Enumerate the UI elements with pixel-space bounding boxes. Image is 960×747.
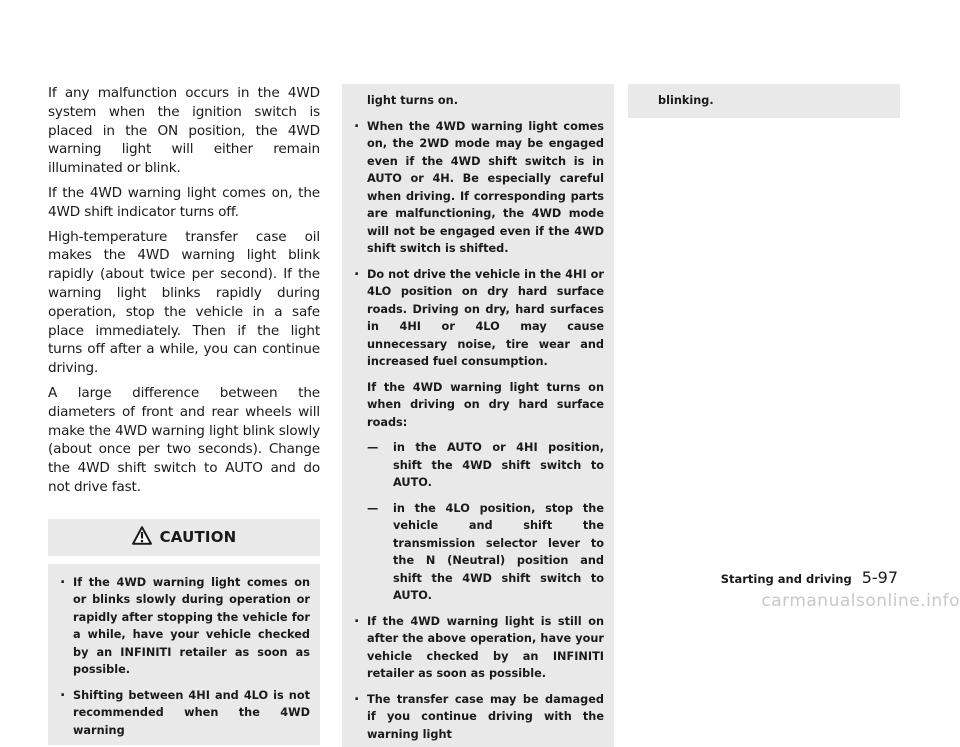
caution-bullet	[352, 266, 604, 605]
caution-box	[48, 564, 320, 746]
warning-triangle-icon	[132, 526, 152, 549]
dash-symbol: —	[367, 441, 379, 454]
caution-bullet: . If the 4WD warning light is still on after the above operation, have your vehicle checked by an INFINITI retailer as soon as possible.	[352, 613, 604, 683]
bullet-text: . Do not drive the vehicle in the 4HI or 4LO position on dry hard surface roads. Driving on dry, hard surfaces in 4HI or 4LO may cause unnecessary noise, tire wear and increased fuel consumption.	[367, 267, 604, 368]
bullet-subtext: If the 4WD warning light turns on when driving on dry hard surface roads:	[367, 380, 604, 429]
caution-bullet: . The transfer case may be damaged if you continue driving with the warning light	[352, 691, 604, 744]
paragraph-high-temperature: High-temperature transfer case oil makes the 4WD warning light blink rapidly (about twice per second). If the warning light blinks rapidly during operation, stop the vehicle in a safe place immediately. Then if the light turns off after a while, you can continue driving.	[48, 228, 320, 377]
dash-item	[367, 500, 604, 605]
paragraph-wheel-diameter: A large difference between the diameters of front and rear wheels will make the 4WD warning light blink slowly (about once per two seconds). Change the 4WD shift switch to AUTO and do not drive fast.	[48, 384, 320, 495]
column-1	[48, 84, 320, 745]
dash-text: in the AUTO or 4HI position, shift the 4WD shift switch to AUTO.	[393, 441, 604, 489]
caution-bullet: . If the 4WD warning light comes on or blinks slowly during operation or rapidly after stopping the vehicle for a while, have your vehicle checked by an INFINITI retailer as soon as possible.	[58, 574, 310, 679]
caution-box-continued	[342, 84, 614, 747]
dash-text: in the 4LO position, stop the vehicle and shift the transmission selector lever to the N (Neutral) position and shift the 4WD shift switch to AUTO.	[393, 501, 604, 602]
caution-box-end	[628, 84, 900, 118]
dash-symbol: —	[367, 501, 379, 515]
paragraph-indicator: If the 4WD warning light comes on, the 4WD shift indicator turns off.	[48, 184, 320, 220]
caution-header	[48, 519, 320, 556]
watermark: carmanualsonline.info	[761, 591, 960, 611]
continuation-text: light turns on.	[367, 94, 459, 107]
page-footer	[721, 568, 898, 587]
column-2	[342, 84, 614, 747]
caution-title: CAUTION	[159, 528, 237, 547]
column-3	[628, 84, 900, 118]
paragraph-malfunction: If any malfunction occurs in the 4WD system when the ignition switch is placed in the ON position, the 4WD warning light will either remain illuminated or blink.	[48, 85, 320, 177]
dash-item	[367, 439, 604, 492]
caution-bullet: . When the 4WD warning light comes on, the 2WD mode may be engaged even if the 4WD shift switch is in AUTO or 4H. Be especially careful when driving. If corresponding parts are malfunctioning, the 4WD mode will not be engaged even if the 4WD shift switch is shifted.	[352, 118, 604, 258]
caution-bullet: . Shifting between 4HI and 4LO is not recommended when the 4WD warning	[58, 687, 310, 740]
section-title: Starting and driving	[720, 572, 852, 586]
continuation-text: blinking.	[658, 94, 714, 107]
page-number: 5-97	[861, 568, 898, 587]
